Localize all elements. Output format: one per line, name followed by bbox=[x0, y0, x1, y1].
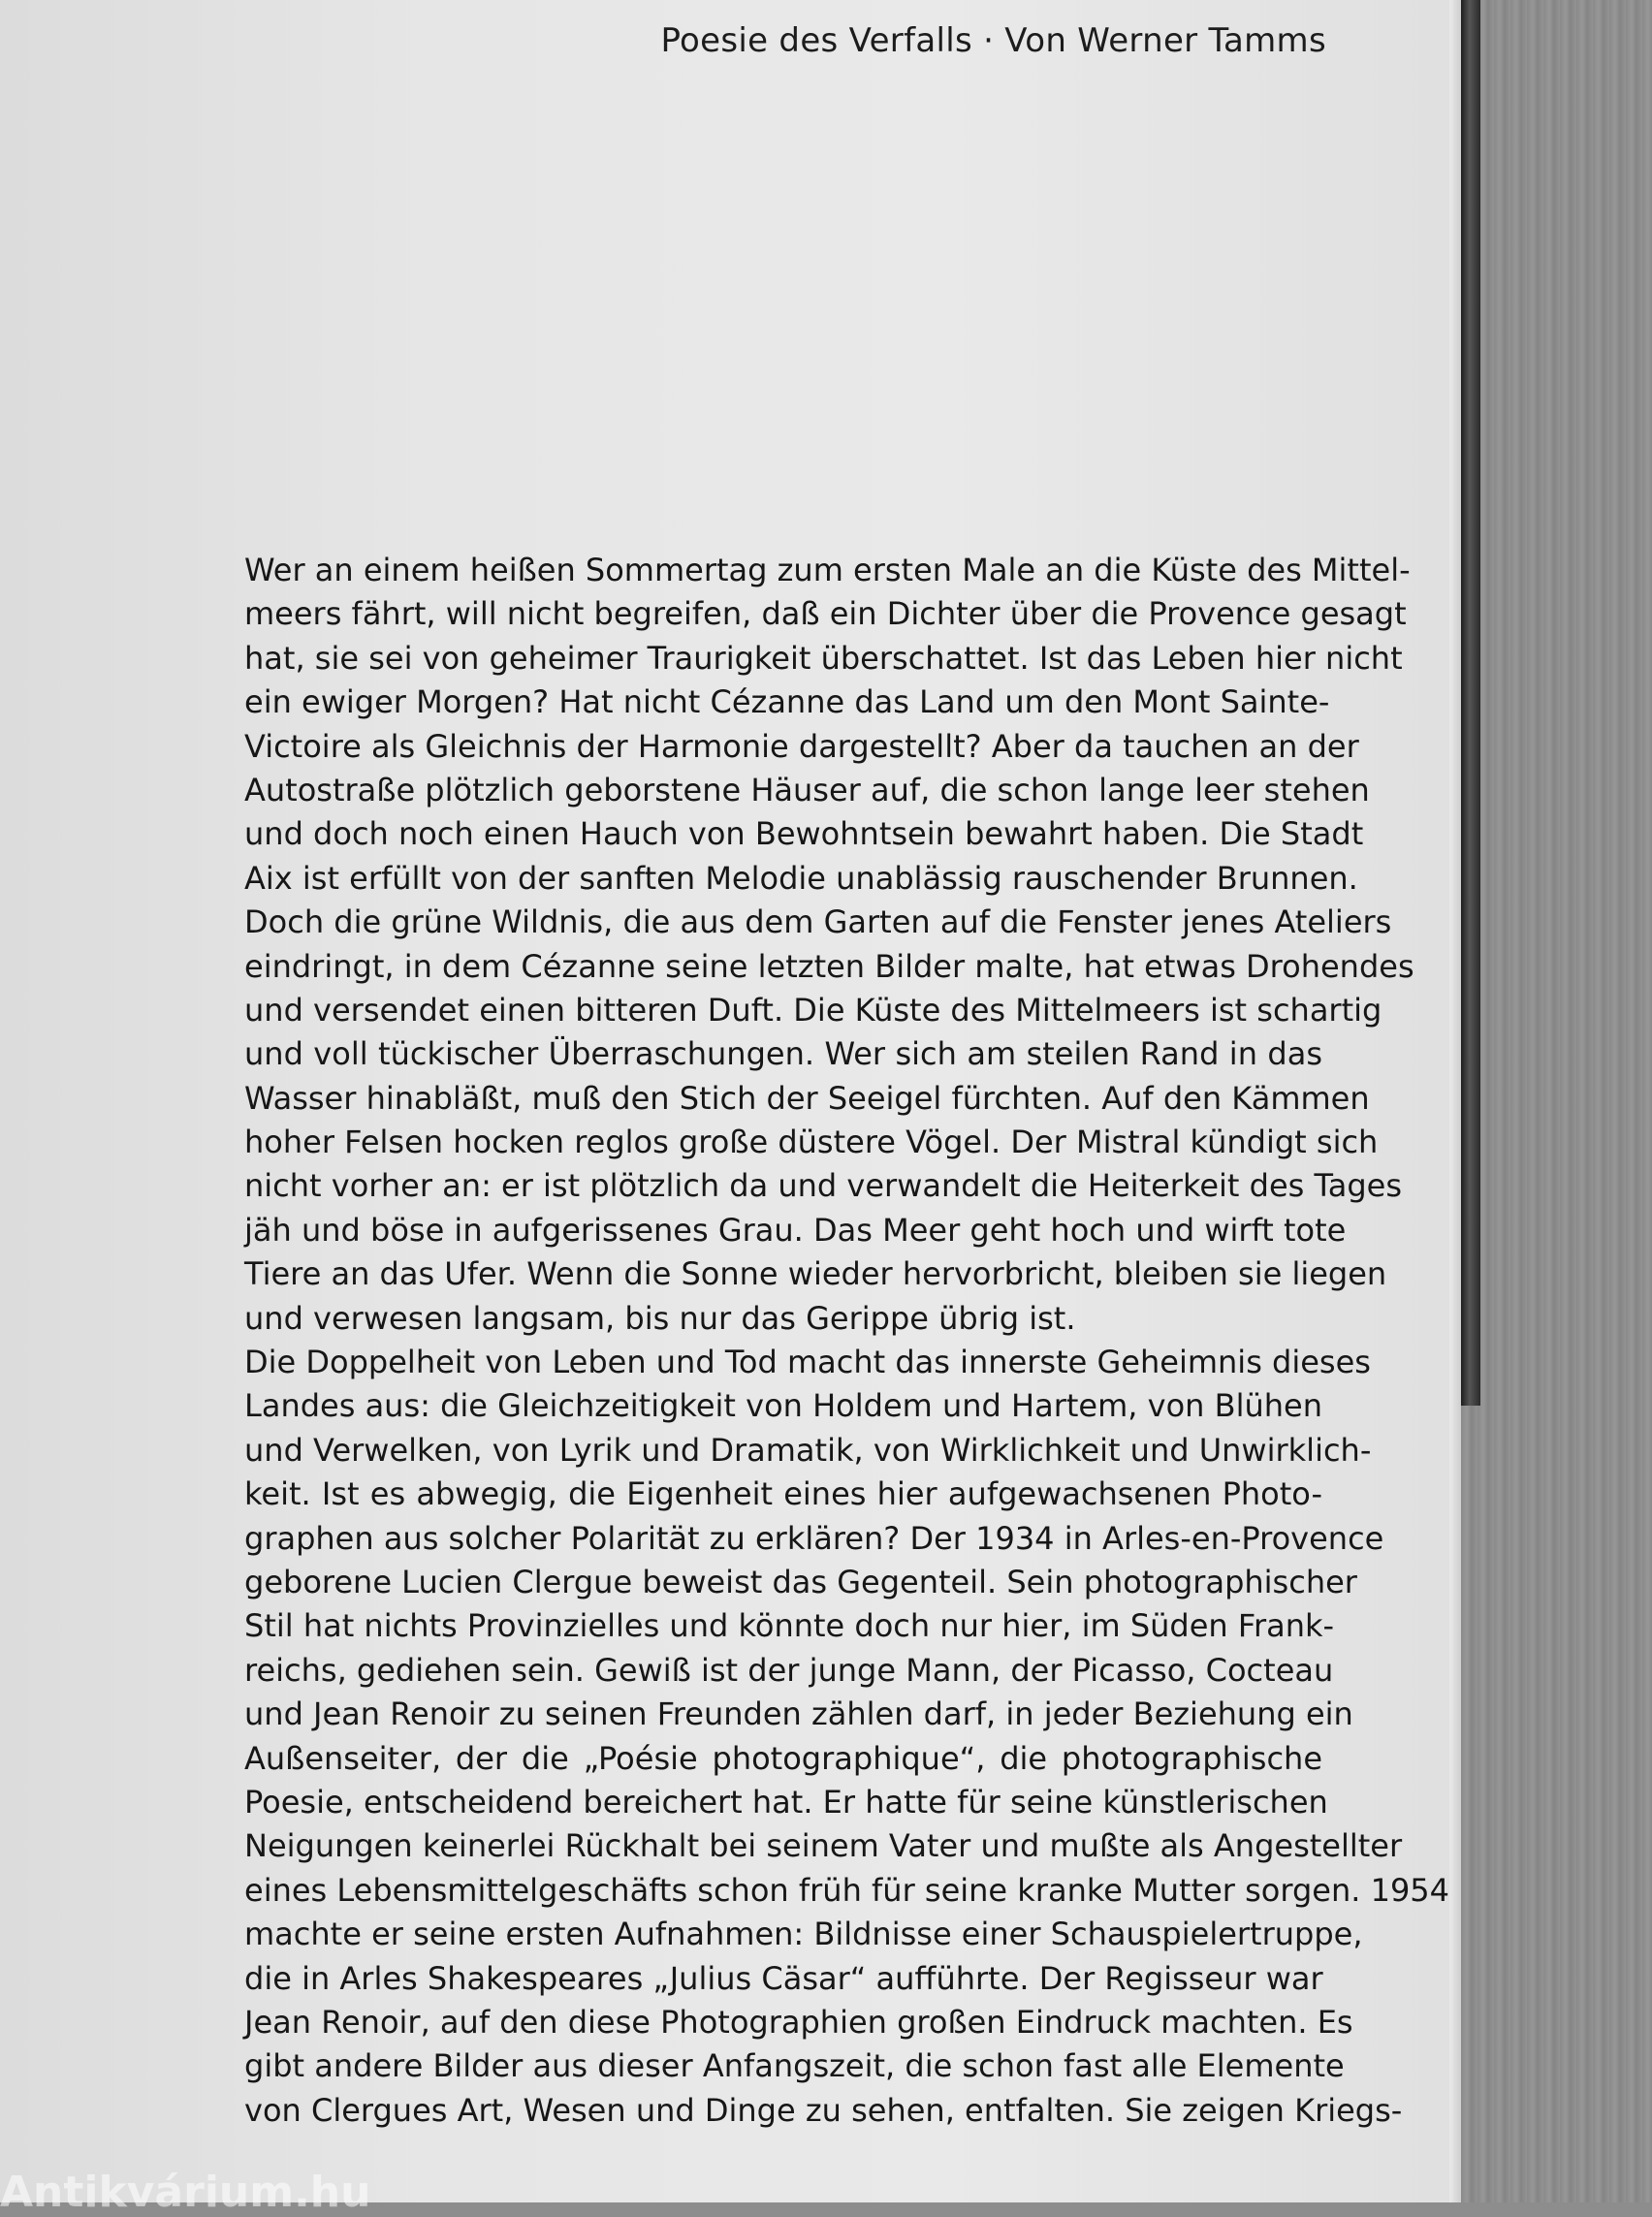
text-line: Neigungen keinerlei Rückhalt bei seinem Vater und mußte als Angestellter bbox=[244, 1827, 1403, 1865]
text-line: Poesie, entscheidend bereichert hat. Er hatte für seine künstlerischen bbox=[244, 1783, 1328, 1821]
text-line: von Clergues Art, Wesen und Dinge zu sehen, entfalten. Sie zeigen Kriegs- bbox=[244, 2091, 1403, 2129]
text-line: hoher Felsen hocken reglos große düstere Vögel. Der Mistral kündigt sich bbox=[244, 1124, 1379, 1161]
text-line: meers fährt, will nicht begreifen, daß ein Dichter über die Provence gesagt bbox=[244, 595, 1407, 633]
text-line: und verwesen langsam, bis nur das Gerippe übrig ist. bbox=[244, 1299, 1076, 1337]
text-line: reichs, gediehen sein. Gewiß ist der junge Mann, der Picasso, Cocteau bbox=[244, 1651, 1334, 1689]
text-line: Tiere an das Ufer. Wenn die Sonne wieder hervorbricht, bleiben sie liegen bbox=[244, 1255, 1387, 1293]
text-line: ein ewiger Morgen? Hat nicht Cézanne das Land um den Mont Sainte- bbox=[244, 683, 1330, 721]
text-line: geborene Lucien Clergue beweist das Gegenteil. Sein photographischer bbox=[244, 1563, 1357, 1600]
text-line: Doch die grüne Wildnis, die aus dem Garten auf die Fenster jenes Ateliers bbox=[244, 903, 1392, 941]
text-line: nicht vorher an: er ist plötzlich da und verwandelt die Heiterkeit des Tages bbox=[244, 1167, 1403, 1205]
text-line: hat, sie sei von geheimer Traurigkeit überschattet. Ist das Leben hier nicht bbox=[244, 639, 1403, 677]
text-line: Wer an einem heißen Sommertag zum ersten Male an die Küste des Mittel- bbox=[244, 552, 1411, 588]
text-line: und doch noch einen Hauch von Bewohntsein bewahrt haben. Die Stadt bbox=[244, 815, 1364, 853]
text-line: Landes aus: die Gleichzeitigkeit von Holdem und Hartem, von Blühen bbox=[244, 1387, 1322, 1425]
text-line: die in Arles Shakespeares „Julius Cäsar“ aufführte. Der Regisseur war bbox=[244, 1959, 1323, 1997]
text-line: und Verwelken, von Lyrik und Dramatik, von Wirklichkeit und Unwirklich- bbox=[244, 1431, 1372, 1469]
text-line: und Jean Renoir zu seinen Freunden zählen darf, in jeder Beziehung ein bbox=[244, 1695, 1353, 1733]
watermark: Antikvárium.hu bbox=[0, 2168, 371, 2217]
text-line: eindringt, in dem Cézanne seine letzten Bilder malte, hat etwas Drohendes bbox=[244, 947, 1414, 985]
body-text bbox=[244, 549, 1450, 2133]
text-line: eines Lebensmittelgeschäfts schon früh für seine kranke Mutter sorgen. 1954 bbox=[244, 1871, 1450, 1909]
text-line: gibt andere Bilder aus dieser Anfangszeit, die schon fast alle Elemente bbox=[244, 2047, 1345, 2085]
text-line: jäh und böse in aufgerissenes Grau. Das Meer geht hoch und wirft tote bbox=[244, 1211, 1347, 1249]
text-line: und voll tückischer Überraschungen. Wer sich am steilen Rand in das bbox=[244, 1035, 1322, 1073]
text-line: Die Doppelheit von Leben und Tod macht das innerste Geheimnis dieses bbox=[244, 1344, 1371, 1381]
text-line: graphen aus solcher Polarität zu erklären? Der 1934 in Arles-en-Provence bbox=[244, 1519, 1384, 1557]
book-spine-edge bbox=[1461, 0, 1480, 1406]
text-line: Autostraße plötzlich geborstene Häuser auf, die schon lange leer stehen bbox=[244, 771, 1370, 808]
text-line: und versendet einen bitteren Duft. Die Küste des Mittelmeers ist schartig bbox=[244, 991, 1382, 1029]
text-line: machte er seine ersten Aufnahmen: Bildnisse einer Schauspielertruppe, bbox=[244, 1916, 1363, 1953]
page-edge bbox=[1449, 0, 1461, 2202]
text-line: keit. Ist es abwegig, die Eigenheit eines hier aufgewachsenen Photo- bbox=[244, 1475, 1322, 1513]
text-line: Wasser hinabläßt, muß den Stich der Seeigel fürchten. Auf den Kämmen bbox=[244, 1079, 1370, 1117]
text-line: Außenseiter, der die „Poésie photographique“, die photographische bbox=[244, 1739, 1322, 1777]
text-line: Stil hat nichts Provinzielles und könnte doch nur hier, im Süden Frank- bbox=[244, 1607, 1335, 1645]
text-line: Jean Renoir, auf den diese Photographien großen Eindruck machten. Es bbox=[244, 2003, 1353, 2041]
text-line: Aix ist erfüllt von der sanften Melodie unablässig rauschender Brunnen. bbox=[244, 859, 1358, 897]
running-head: Poesie des Verfalls · Von Werner Tamms bbox=[660, 21, 1326, 60]
text-line: Victoire als Gleichnis der Harmonie dargestellt? Aber da tauchen an der bbox=[244, 727, 1359, 765]
